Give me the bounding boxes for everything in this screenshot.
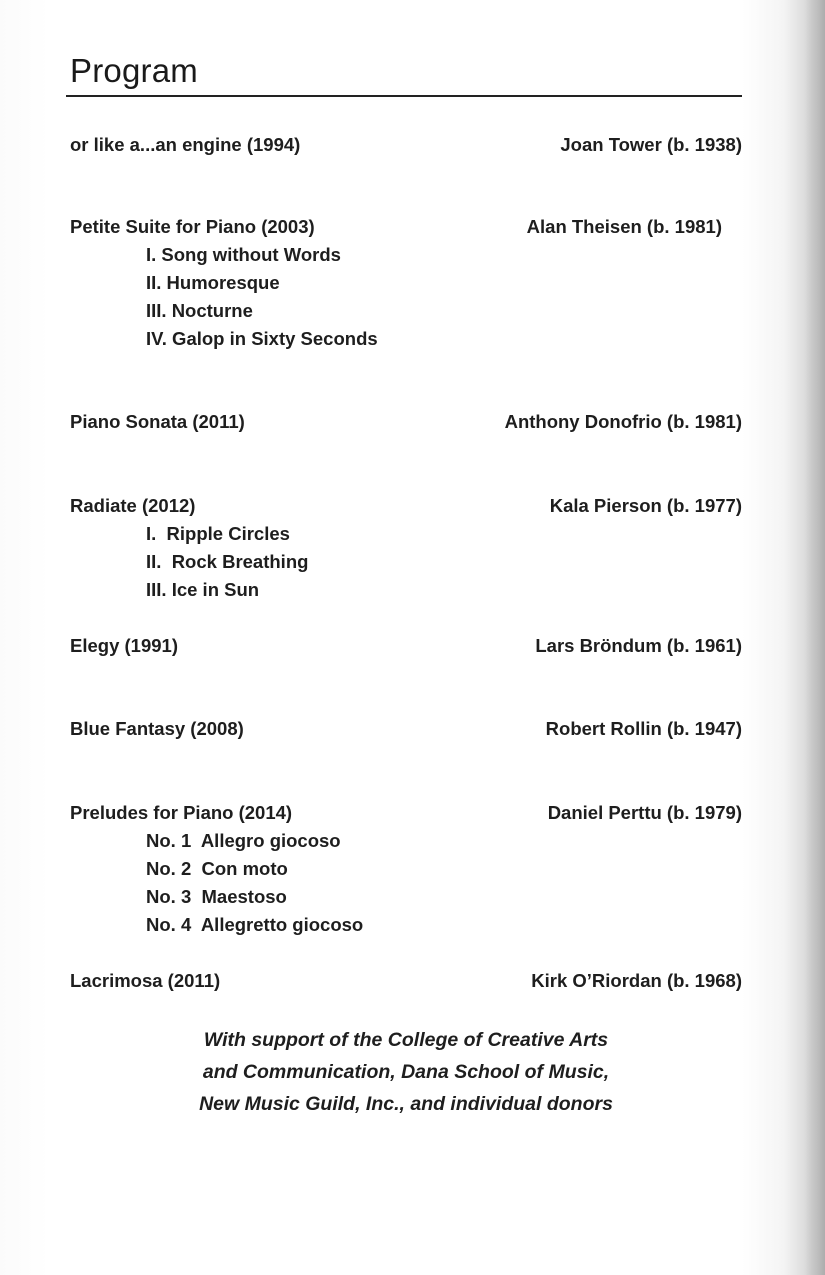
- composer-name: Kirk O’Riordan (b. 1968): [531, 970, 742, 991]
- work-title: or like a...an engine (1994): [70, 134, 301, 155]
- work-title: Piano Sonata (2011): [70, 411, 245, 432]
- page-binding-shadow: [805, 0, 825, 1275]
- movement-item: II. Rock Breathing: [146, 551, 309, 572]
- movement-item: No. 4 Allegretto giocoso: [146, 914, 364, 935]
- program-item-tower: [70, 131, 742, 159]
- movement-list: [146, 827, 742, 939]
- work-title: Lacrimosa (2011): [70, 970, 221, 991]
- movement-list: [146, 241, 742, 353]
- sponsor-acknowledgement: [70, 1024, 742, 1120]
- composer-name: Lars Bröndum (b. 1961): [535, 635, 742, 656]
- title-rule: [66, 95, 742, 97]
- work-title: Blue Fantasy (2008): [70, 718, 244, 739]
- composer-name: Anthony Donofrio (b. 1981): [504, 411, 742, 432]
- movement-item: I. Ripple Circles: [146, 523, 290, 544]
- sponsor-line: New Music Guild, Inc., and individual donors: [199, 1093, 613, 1115]
- program-item-brondum: [70, 632, 742, 660]
- composer-name: Robert Rollin (b. 1947): [545, 718, 742, 739]
- composer-name: Joan Tower (b. 1938): [560, 134, 742, 155]
- movement-item: IV. Galop in Sixty Seconds: [146, 328, 378, 349]
- sponsor-line: and Communication, Dana School of Music,: [202, 1061, 610, 1083]
- work-title: Elegy (1991): [70, 635, 178, 656]
- movement-item: II. Humoresque: [146, 272, 280, 293]
- composer-name: Kala Pierson (b. 1977): [549, 495, 742, 516]
- movement-list: [146, 520, 742, 604]
- page-title: Program: [70, 52, 198, 89]
- composer-name: Daniel Perttu (b. 1979): [547, 802, 742, 823]
- program-item-rollin: [70, 715, 742, 743]
- work-title: Petite Suite for Piano (2003): [70, 216, 315, 237]
- movement-item: No. 3 Maestoso: [146, 886, 287, 907]
- program-item-theisen: [70, 213, 742, 353]
- movement-item: III. Ice in Sun: [146, 579, 260, 600]
- composer-name: Alan Theisen (b. 1981): [526, 216, 722, 237]
- program-item-pierson: [70, 492, 742, 604]
- work-title: Radiate (2012): [70, 495, 196, 516]
- program-item-donofrio: [70, 408, 742, 436]
- work-title: Preludes for Piano (2014): [70, 802, 293, 823]
- program-item-oriordan: [70, 967, 742, 995]
- movement-item: III. Nocturne: [146, 300, 253, 321]
- sponsor-line: With support of the College of Creative Arts: [203, 1029, 609, 1051]
- program-item-perttu: [70, 799, 742, 939]
- movement-item: I. Song without Words: [146, 244, 341, 265]
- movement-item: No. 2 Con moto: [146, 858, 288, 879]
- movement-item: No. 1 Allegro giocoso: [146, 830, 341, 851]
